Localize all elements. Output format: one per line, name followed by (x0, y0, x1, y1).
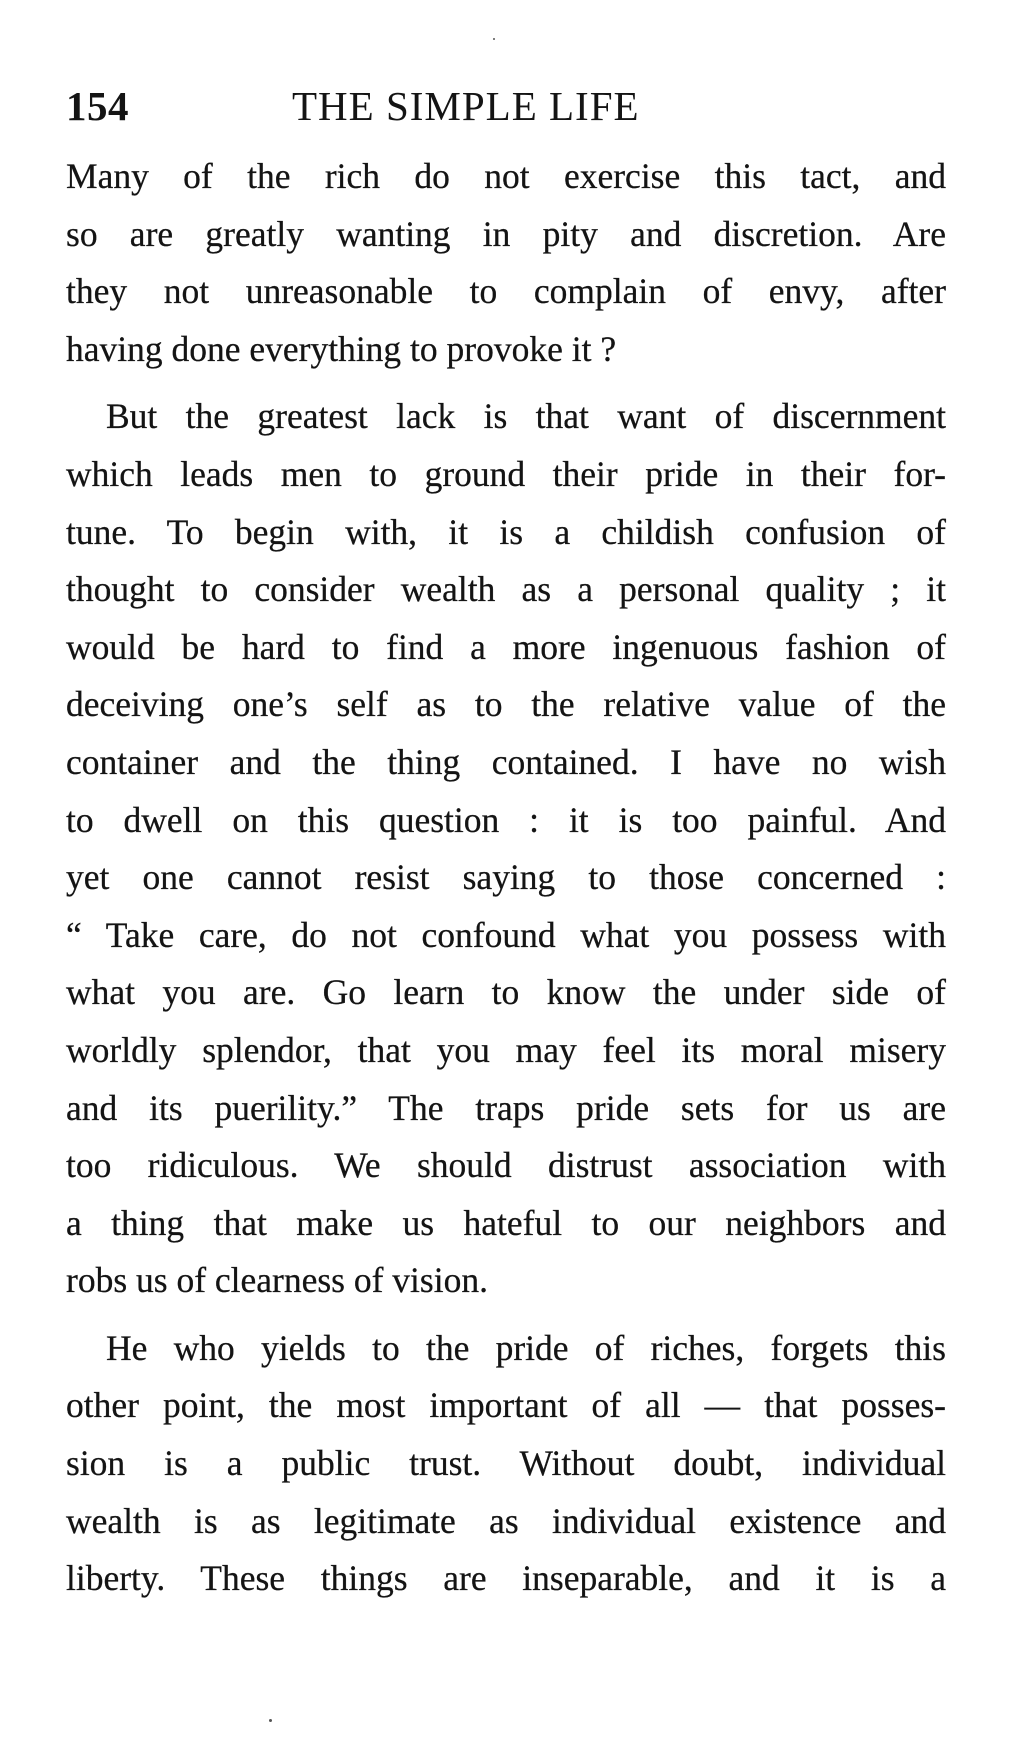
text-line: wealth is as legitimate as individual existence and (66, 1500, 946, 1541)
text-line: other point, the most important of all — that posses- (66, 1385, 946, 1426)
text-line: deceiving one’s self as to the relative value of the (66, 684, 946, 725)
paragraph-gap (66, 378, 946, 388)
text-line: tune. To begin with, it is a childish confusion of (66, 511, 946, 552)
text-line: what you are. Go learn to know the under side of (66, 972, 946, 1013)
text-line: But the greatest lack is that want of discernment (106, 396, 946, 437)
scan-speck (269, 1719, 272, 1722)
text-line: liberty. These things are inseparable, and it is a (66, 1558, 946, 1599)
text-line: a thing that make us hateful to our neighbors and (66, 1202, 946, 1243)
running-head (66, 76, 946, 136)
text-line: worldly splendor, that you may feel its moral misery (66, 1029, 946, 1070)
body-text (66, 148, 946, 1608)
text-line: Many of the rich do not exercise this tact, and (66, 156, 946, 196)
text-line: would be hard to find a more ingenuous fashion of (66, 626, 946, 667)
page-number: 154 (66, 83, 129, 129)
scan-speck (493, 38, 495, 40)
text-line: having done everything to provoke it ? (66, 328, 617, 369)
book-title: THE SIMPLE LIFE (292, 83, 640, 129)
text-line: to dwell on this question : it is too painful. And (66, 799, 946, 840)
text-line: robs us of clearness of vision. (66, 1260, 488, 1301)
text-line: which leads men to ground their pride in their for- (66, 453, 946, 494)
text-line: He who yields to the pride of riches, forgets this (106, 1327, 946, 1368)
text-line: and its puerility.” The traps pride sets for us are (66, 1087, 946, 1128)
text-line: container and the thing contained. I have no wish (66, 741, 946, 782)
text-line: they not unreasonable to complain of envy, after (66, 271, 946, 312)
paragraph-gap (66, 1310, 946, 1320)
text-line: too ridiculous. We should distrust association with (66, 1145, 946, 1186)
text-line: so are greatly wanting in pity and discretion. Are (66, 213, 946, 254)
text-line: thought to consider wealth as a personal quality ; it (66, 569, 946, 610)
text-line: yet one cannot resist saying to those concerned : (66, 857, 946, 898)
text-line: “ Take care, do not confound what you possess with (66, 914, 946, 955)
text-line: sion is a public trust. Without doubt, individual (66, 1443, 946, 1484)
